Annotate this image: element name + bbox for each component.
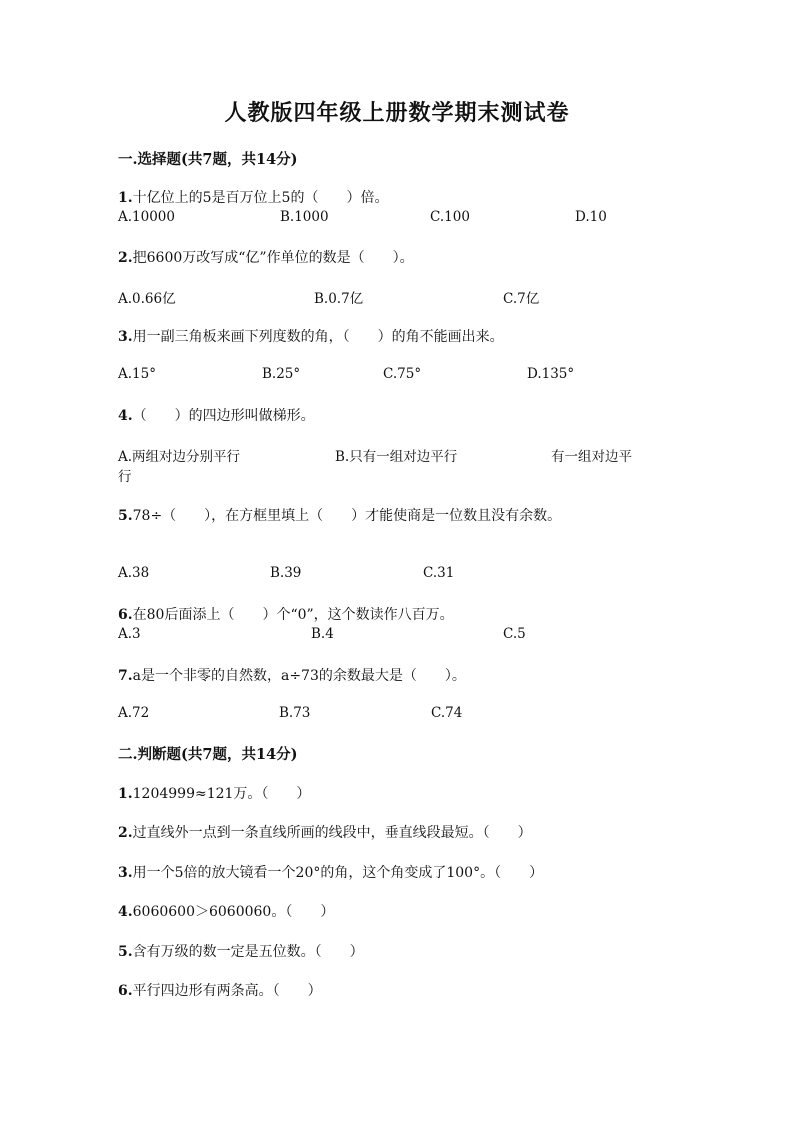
option-c: C.31	[423, 565, 455, 581]
judge-question-3	[118, 862, 678, 882]
option-b: B.只有一组对边平行	[335, 449, 458, 465]
option-c-wrap: 行	[118, 469, 132, 485]
judge-question-4	[118, 901, 678, 921]
question-number: 2.	[118, 825, 133, 841]
question-number: 3.	[118, 865, 133, 881]
question-6	[118, 604, 678, 624]
question-7	[118, 665, 678, 685]
option-c: C.100	[430, 209, 470, 225]
question-text: 十亿位上的5是百万位上5的（ ）倍。	[132, 190, 389, 206]
question-3	[118, 326, 678, 346]
question-number: 6.	[118, 983, 133, 999]
option-c: C.75°	[383, 366, 422, 382]
option-a: A.0.66亿	[118, 291, 176, 307]
question-number: 1.	[118, 190, 133, 206]
question-text: 78÷（ ），在方框里填上（ ）才能使商是一位数且没有余数。	[132, 508, 562, 524]
option-a: A.3	[118, 626, 141, 642]
question-number: 4.	[118, 408, 133, 424]
option-b: B.0.7亿	[314, 291, 364, 307]
option-b: B.1000	[280, 209, 329, 225]
question-text: （ ）的四边形叫做梯形。	[132, 408, 315, 424]
option-a: A.38	[118, 565, 150, 581]
question-1	[118, 187, 678, 207]
judge-question-5	[118, 941, 678, 961]
judge-question-6	[118, 980, 678, 1000]
question-text: 含有万级的数一定是五位数。（ ）	[132, 944, 364, 960]
option-c: C.5	[503, 626, 526, 642]
question-5	[118, 505, 678, 525]
option-c: C.74	[431, 705, 463, 721]
option-d: D.10	[575, 209, 607, 225]
option-a: A.72	[118, 705, 150, 721]
question-number: 5.	[118, 508, 133, 524]
question-text: 在80后面添上（ ）个“0”，这个数读作八百万。	[132, 607, 454, 623]
judge-question-1	[118, 783, 678, 803]
option-c: 有一组对边平	[551, 449, 632, 465]
option-a: A.两组对边分别平行	[118, 449, 241, 465]
question-number: 4.	[118, 904, 133, 920]
question-number: 6.	[118, 607, 133, 623]
question-text: 6060600＞6060060。（ ）	[132, 904, 335, 920]
question-text: 1204999≈121万。（ ）	[132, 786, 311, 802]
option-a: A.15°	[118, 366, 156, 382]
option-a: A.10000	[118, 209, 175, 225]
option-d: D.135°	[527, 366, 575, 382]
question-number: 2.	[118, 250, 133, 266]
question-number: 5.	[118, 944, 133, 960]
question-text: a是一个非零的自然数，a÷73的余数最大是（ ）。	[132, 668, 466, 684]
question-text: 用一副三角板来画下列度数的角，（ ）的角不能画出来。	[132, 329, 504, 345]
section-heading-choice: 一.选择题(共7题，共14分)	[118, 151, 298, 168]
question-text: 用一个5倍的放大镜看一个20°的角，这个角变成了100°。（ ）	[132, 865, 544, 881]
question-number: 1.	[118, 786, 133, 802]
question-number: 3.	[118, 329, 133, 345]
section-heading-judge: 二.判断题(共7题，共14分)	[118, 746, 298, 763]
option-c: C.7亿	[503, 291, 540, 307]
option-b: B.25°	[262, 366, 301, 382]
option-b: B.73	[279, 705, 311, 721]
question-text: 平行四边形有两条高。（ ）	[132, 983, 322, 999]
question-number: 7.	[118, 668, 133, 684]
question-text: 把6600万改写成“亿”作单位的数是（ ）。	[132, 250, 414, 266]
option-b: B.4	[311, 626, 334, 642]
question-4	[118, 405, 678, 425]
question-text: 过直线外一点到一条直线所画的线段中，垂直线段最短。（ ）	[132, 825, 532, 841]
page-title: 人教版四年级上册数学期末测试卷	[224, 100, 570, 126]
judge-question-2	[118, 822, 678, 842]
question-2	[118, 247, 678, 267]
option-b: B.39	[270, 565, 302, 581]
